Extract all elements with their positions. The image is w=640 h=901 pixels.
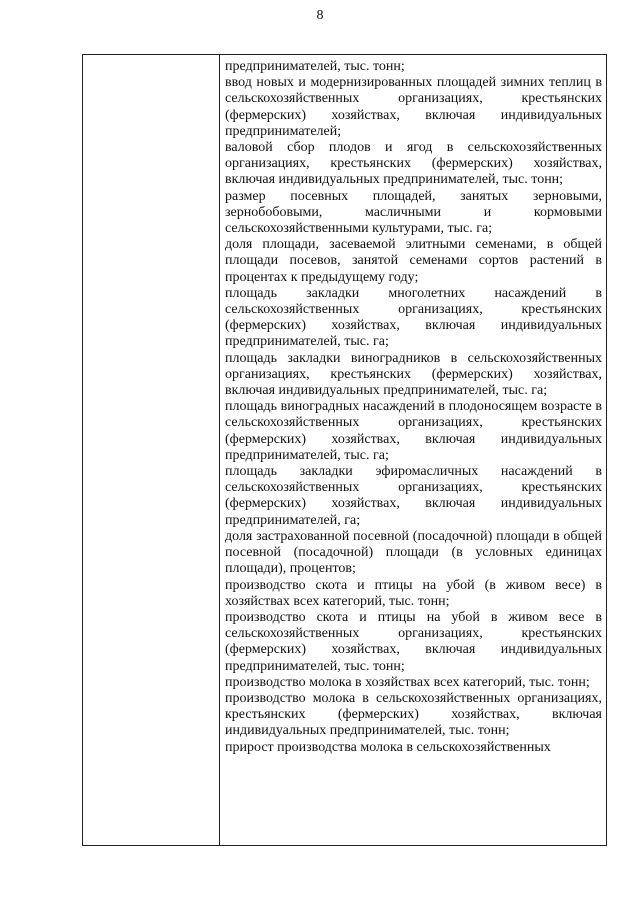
indicator-paragraph: доля площади, засеваемой элитными семенами, в общей площади посевов, занятой семенами сортов растений в процентах к предыдущему году; [225, 237, 602, 285]
indicator-paragraph: прирост производства молока в сельскохозяйственных [225, 739, 551, 755]
indicator-paragraph: площадь закладки виноградников в сельскохозяйственных организациях, крестьянских (фермерских) хозяйствах, включая индивидуальных предпринимателей, тыс. га; [225, 350, 602, 399]
indicators-table [82, 54, 607, 846]
indicator-paragraph: производство молока в хозяйствах всех категорий, тыс. тонн; [225, 674, 590, 690]
indicator-paragraph: площадь закладки эфиромасличных насаждений в сельскохозяйственных организациях, крестьянских (фермерских) хозяйствах, включая индивидуальных предпринимателей, га; [225, 464, 602, 528]
indicator-paragraph: валовой сбор плодов и ягод в сельскохозяйственных организациях, крестьянских (фермерских) хозяйствах, включая индивидуальных предпринимателей, тыс. тонн; [225, 140, 602, 188]
indicator-paragraph: производство скота и птицы на убой (в живом весе) в хозяйствах всех категорий, тыс. тонн; [225, 577, 602, 609]
table-row [83, 55, 607, 846]
indicator-paragraph: производство скота и птицы на убой в живом весе в сельскохозяйственных организациях, крестьянских (фермерских) хозяйствах, включая индивидуальных предпринимателей, тыс. тонн; [225, 609, 602, 674]
indicator-paragraph: производство молока в сельскохозяйственных организациях, крестьянских (фермерских) хозяйствах, включая индивидуальных предпринимателей, тыс. тонн; [225, 690, 602, 739]
indicator-paragraph: доля застрахованной посевной (посадочной) площади в общей посевной (посадочной) площади (в условных единицах площади), процентов; [225, 528, 602, 577]
indicator-paragraph: размер посевных площадей, занятых зерновыми, зернобобовыми, масличными и кормовыми сельскохозяйственными культурами, тыс. га; [225, 188, 602, 237]
left-cell [83, 55, 220, 846]
indicator-paragraph: площадь закладки многолетних насаждений в сельскохозяйственных организациях, крестьянских (фермерских) хозяйствах, включая индивидуальных предпринимателей, тыс. га; [225, 285, 602, 350]
indicators-text [220, 55, 606, 756]
indicator-paragraph: площадь виноградных насаждений в плодоносящем возрасте в сельскохозяйственных организациях, крестьянских (фермерских) хозяйствах, включая индивидуальных предпринимателей, тыс. га; [225, 399, 602, 463]
indicator-paragraph: предпринимателей, тыс. тонн; [225, 59, 405, 74]
indicator-paragraph: ввод новых и модернизированных площадей зимних теплиц в сельскохозяйственных организациях, крестьянских (фермерских) хозяйствах, включая индивидуальных предпринимателей; [225, 75, 602, 139]
page-number: 8 [316, 8, 324, 23]
indicators-cell [220, 55, 607, 846]
